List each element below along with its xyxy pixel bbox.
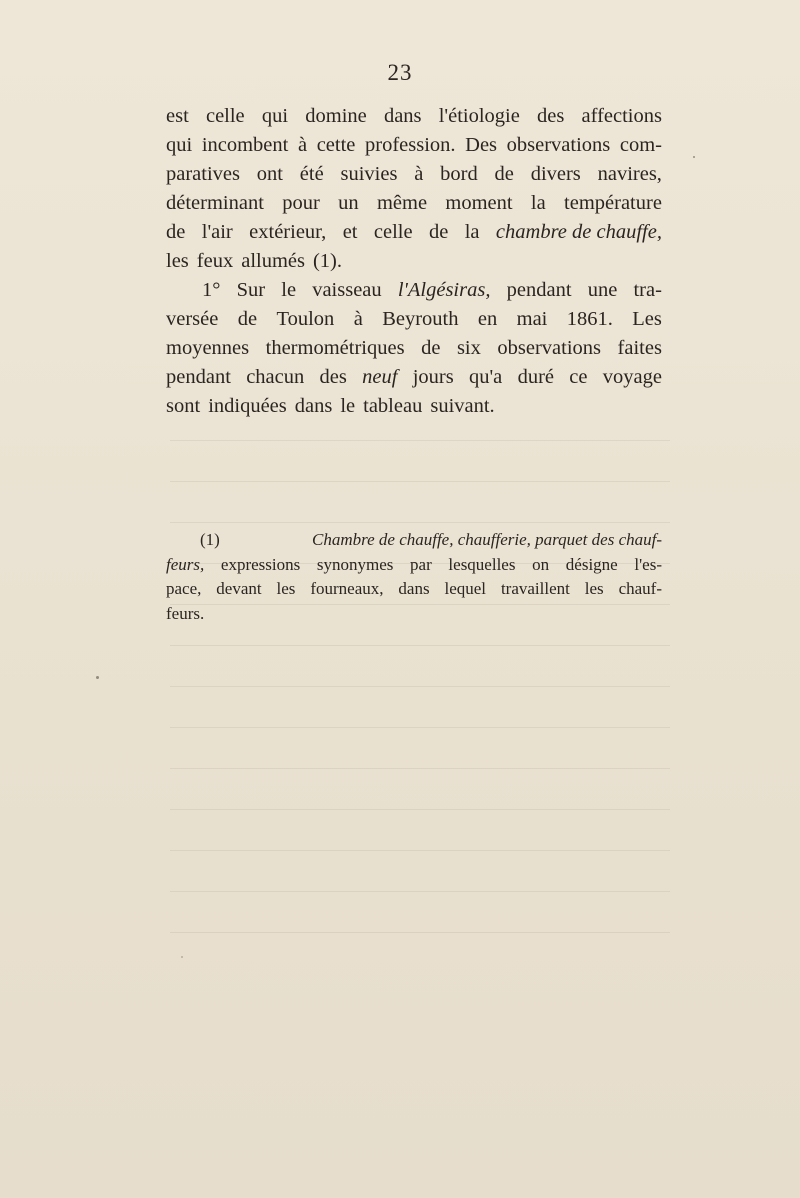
word: à bbox=[297, 134, 308, 156]
word: Les bbox=[632, 308, 662, 330]
word: Toulon bbox=[276, 308, 335, 330]
word: moment bbox=[445, 192, 513, 214]
word: l'es- bbox=[634, 554, 662, 574]
word: duré bbox=[517, 366, 554, 388]
word: la bbox=[530, 192, 546, 214]
word: six bbox=[456, 337, 481, 359]
word: bord bbox=[440, 163, 478, 185]
word: de bbox=[237, 308, 258, 330]
word: suivies bbox=[340, 163, 398, 185]
word: en bbox=[477, 308, 498, 330]
word: les bbox=[584, 579, 604, 598]
text-line bbox=[166, 305, 662, 334]
word: à bbox=[414, 163, 424, 185]
text-line bbox=[166, 160, 662, 189]
word: tra- bbox=[633, 279, 662, 301]
text-line bbox=[166, 392, 662, 421]
word: déterminant bbox=[166, 192, 264, 214]
word: lesquelles bbox=[448, 554, 516, 574]
word: divers bbox=[530, 163, 581, 185]
word: température bbox=[564, 192, 662, 214]
word: de bbox=[166, 221, 186, 243]
text-line bbox=[166, 247, 662, 276]
word: Sur bbox=[236, 279, 266, 301]
italic-word: neuf bbox=[362, 366, 398, 388]
word: chauf- bbox=[618, 579, 662, 598]
word: sont bbox=[166, 395, 201, 417]
word: pace, bbox=[166, 579, 202, 598]
word: expressions bbox=[220, 554, 301, 574]
text-line bbox=[166, 102, 662, 131]
word: et bbox=[342, 221, 358, 243]
word: fourneaux, bbox=[310, 579, 384, 598]
word: est bbox=[166, 105, 189, 127]
word: suivant. bbox=[430, 395, 495, 417]
footnote-line bbox=[166, 577, 662, 602]
word: navires, bbox=[597, 163, 662, 185]
word: dans bbox=[294, 395, 333, 417]
bleed-through bbox=[170, 400, 670, 1000]
word: pendant bbox=[506, 279, 572, 301]
word: qui bbox=[166, 134, 193, 156]
word: l'étiologie bbox=[438, 105, 520, 127]
word: feurs. bbox=[166, 603, 205, 623]
body-paragraph bbox=[166, 102, 662, 421]
word: 1861. bbox=[566, 308, 613, 330]
word: voyage bbox=[602, 366, 662, 388]
paper-speck bbox=[181, 956, 183, 958]
footnote bbox=[166, 528, 662, 626]
word: travaillent bbox=[500, 579, 570, 598]
word: l'air bbox=[201, 221, 233, 243]
word: une bbox=[587, 279, 618, 301]
footnote-line bbox=[166, 553, 662, 578]
word: incombent bbox=[201, 134, 289, 156]
word: vaisseau bbox=[312, 279, 382, 301]
word: cette bbox=[316, 134, 356, 156]
word: indiquées bbox=[208, 395, 287, 417]
word: qui bbox=[261, 105, 289, 127]
word: le bbox=[340, 395, 356, 417]
word: profession. bbox=[365, 134, 456, 156]
word: de bbox=[428, 221, 449, 243]
word: par bbox=[410, 554, 432, 574]
word: tableau bbox=[363, 395, 423, 417]
word: été bbox=[299, 163, 324, 185]
word: de bbox=[421, 337, 441, 359]
word: des bbox=[319, 366, 347, 388]
footnote-italic-terms: Chambre de chauffe, chaufferie, parquet des chauf- bbox=[312, 530, 662, 549]
text-line bbox=[166, 334, 662, 363]
word: celle bbox=[373, 221, 413, 243]
word: des bbox=[537, 105, 565, 127]
paper-speck bbox=[693, 156, 695, 158]
word: dans bbox=[383, 105, 422, 127]
italic-term: chambre de chauffe, bbox=[495, 221, 662, 243]
footnote-marker: (1) bbox=[200, 530, 220, 549]
word: ce bbox=[569, 366, 588, 388]
word: faites bbox=[617, 337, 662, 359]
word: ont bbox=[256, 163, 283, 185]
word: chacun bbox=[246, 366, 305, 388]
page-number: 23 bbox=[387, 60, 413, 85]
word: le bbox=[281, 279, 297, 301]
word: les bbox=[276, 579, 296, 598]
footnote-line bbox=[166, 602, 662, 627]
text-line bbox=[166, 218, 662, 247]
word: même bbox=[376, 192, 428, 214]
word: devant bbox=[216, 579, 262, 598]
word: feux bbox=[196, 250, 234, 272]
word: allumés bbox=[241, 250, 305, 272]
word: Des bbox=[465, 134, 498, 156]
word: mai bbox=[516, 308, 548, 330]
word: Beyrouth bbox=[382, 308, 459, 330]
word: feurs, bbox=[166, 554, 205, 574]
ship-name: l'Algésiras, bbox=[397, 279, 491, 301]
word: lequel bbox=[444, 579, 487, 598]
word: la bbox=[464, 221, 480, 243]
word: extérieur, bbox=[249, 221, 327, 243]
word: dans bbox=[398, 579, 430, 598]
text-line bbox=[166, 363, 662, 392]
word: jours bbox=[412, 366, 454, 388]
word: à bbox=[353, 308, 363, 330]
word: un bbox=[338, 192, 359, 214]
word: synonymes bbox=[316, 554, 394, 574]
word: celle bbox=[205, 105, 245, 127]
word: les bbox=[166, 250, 189, 272]
footnote-reference: (1). bbox=[312, 250, 343, 272]
text-line bbox=[166, 276, 662, 305]
word: qu'a bbox=[468, 366, 503, 388]
word: paratives bbox=[166, 163, 240, 185]
text-line bbox=[166, 131, 662, 160]
text-line bbox=[166, 189, 662, 218]
word: pour bbox=[282, 192, 320, 214]
word: pendant bbox=[166, 366, 231, 388]
word: observations bbox=[506, 134, 611, 156]
word: versée bbox=[166, 308, 219, 330]
word: de bbox=[494, 163, 514, 185]
paper-speck bbox=[96, 676, 99, 679]
word: domine bbox=[305, 105, 367, 127]
word: thermométriques bbox=[265, 337, 405, 359]
word: on bbox=[532, 554, 550, 574]
word: com- bbox=[619, 134, 662, 156]
word: moyennes bbox=[166, 337, 250, 359]
footnote-line bbox=[166, 528, 662, 553]
word: affections bbox=[581, 105, 662, 127]
word: désigne bbox=[565, 554, 618, 574]
word: observations bbox=[497, 337, 602, 359]
word: 1° bbox=[202, 279, 221, 301]
